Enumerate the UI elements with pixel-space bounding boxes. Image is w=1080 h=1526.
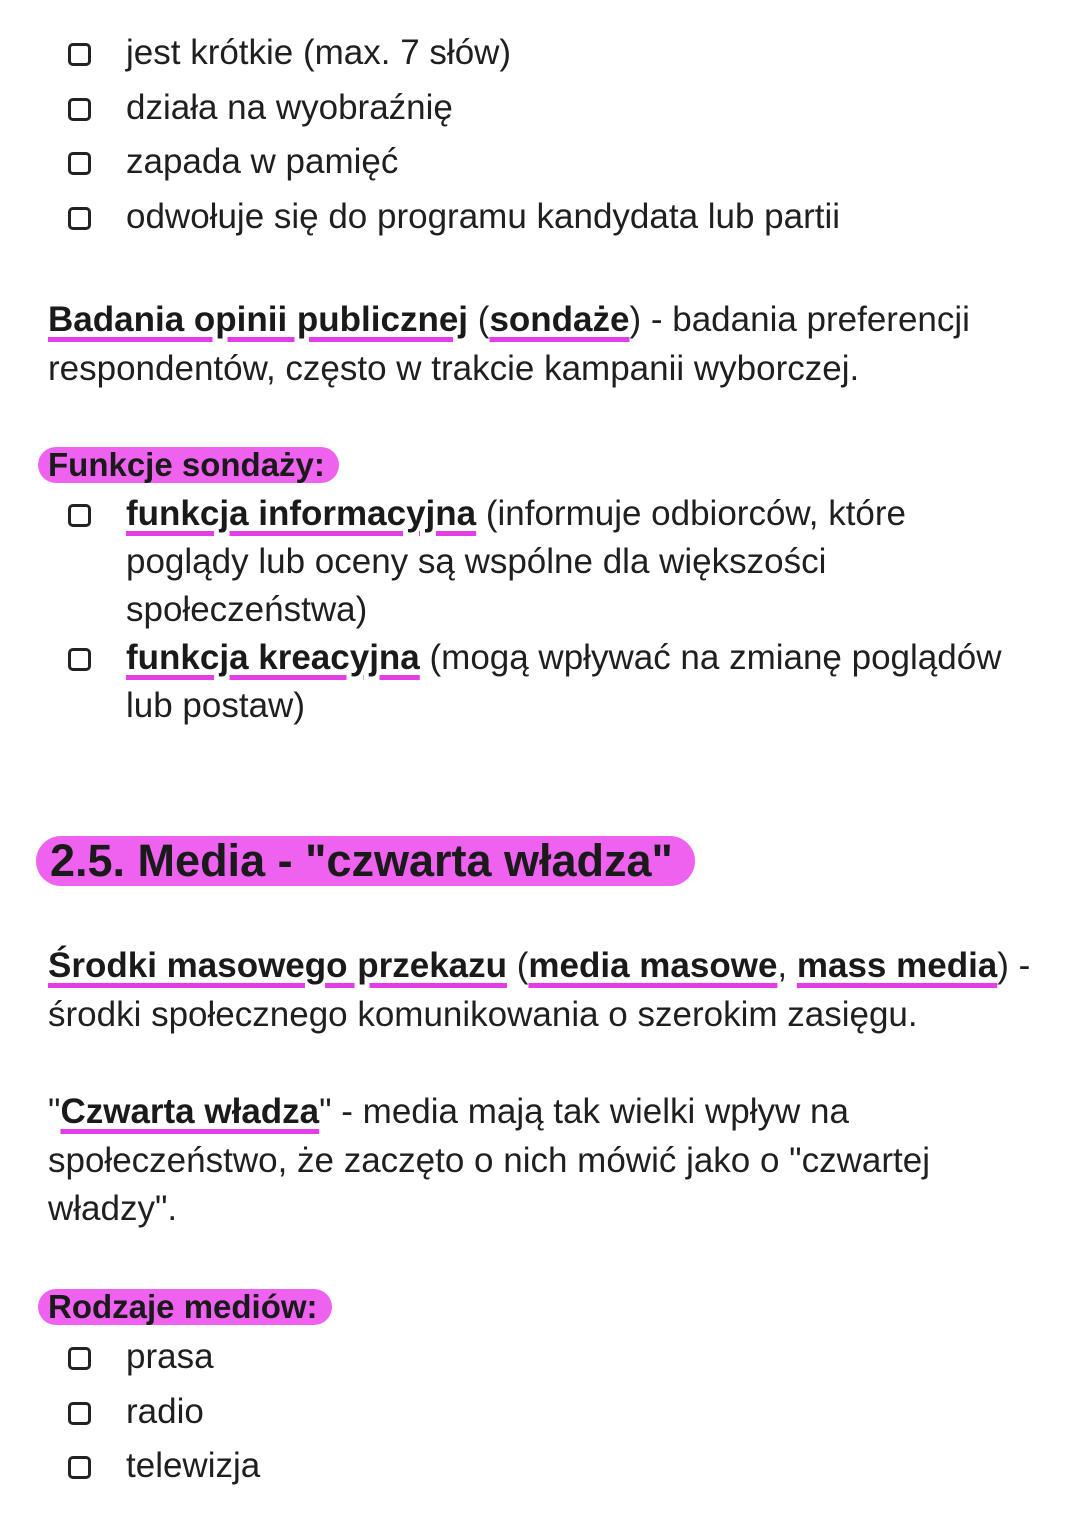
checkbox-icon	[68, 1456, 91, 1479]
checkbox-icon	[68, 152, 91, 175]
checkbox-icon	[68, 207, 91, 230]
checkbox-icon	[68, 1347, 91, 1370]
checkbox-icon	[68, 504, 91, 527]
term-media-masowe: media masowe	[528, 946, 778, 985]
rodzaje-list	[66, 1330, 260, 1494]
czwarta-wladza-definition: "Czwarta władza" - media mają tak wielki wpływ na społeczeństwo, że zaczęto o nich mówić jako o "czwartej władzy".	[48, 1092, 930, 1228]
list-item: funkcja informacyjna (informuje odbiorców, które poglądy lub oceny są wspólne dla większości społeczeństwa)	[66, 490, 1026, 634]
term-funkcja-informacyjna: funkcja informacyjna	[126, 494, 477, 533]
list-item: działa na wyobraźnię	[66, 81, 840, 136]
funkcje-sondazy-heading: Funkcje sondaży:	[38, 447, 339, 483]
term-czwarta-wladza: Czwarta władza	[60, 1092, 320, 1131]
list-item: radio	[66, 1385, 260, 1440]
term-funkcja-kreacyjna: funkcja kreacyjna	[126, 638, 420, 677]
slogan-features-list	[66, 26, 840, 244]
list-item: funkcja kreacyjna (mogą wpływać na zmianę poglądów lub postaw)	[66, 634, 1026, 730]
section-heading: 2.5. Media - "czwarta władza"	[36, 836, 695, 886]
term-mass-media: mass media	[796, 946, 998, 985]
list-item: odwołuje się do programu kandydata lub partii	[66, 190, 840, 245]
checkbox-icon	[68, 98, 91, 121]
term-badania-opinii: Badania opinii publicznej	[48, 300, 469, 339]
term-sondaze: sondaże	[489, 300, 630, 339]
sondaze-definition: Badania opinii publicznej (sondaże) - badania preferencji respondentów, często w trakcie kampanii wyborczej.	[48, 300, 970, 388]
srodki-definition: Środki masowego przekazu (media masowe, mass media) - środki społecznego komunikowania o szerokim zasięgu.	[48, 946, 1031, 1034]
list-item: zapada w pamięć	[66, 135, 840, 190]
checkbox-icon	[68, 1402, 91, 1425]
list-item: prasa	[66, 1330, 260, 1385]
checkbox-icon	[68, 648, 91, 671]
rodzaje-mediow-heading: Rodzaje mediów:	[38, 1289, 332, 1325]
funkcje-list	[66, 490, 1026, 730]
checkbox-icon	[68, 43, 91, 66]
list-item: telewizja	[66, 1439, 260, 1494]
list-item: jest krótkie (max. 7 słów)	[66, 26, 840, 81]
term-srodki-masowego-przekazu: Środki masowego przekazu	[48, 946, 508, 985]
